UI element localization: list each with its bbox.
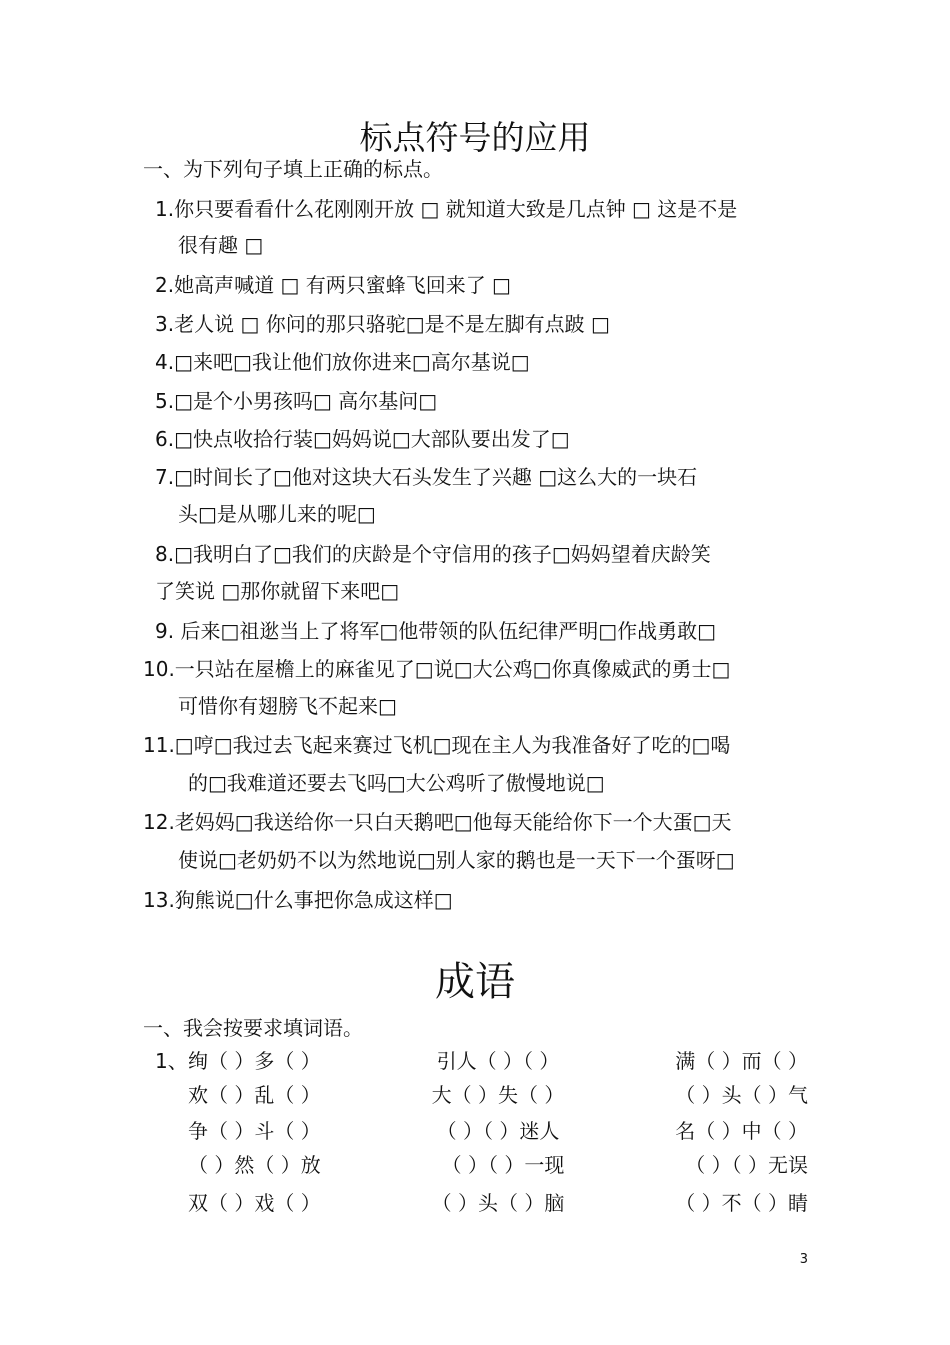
question-line: 3.老人说 □ 你问的那只骆驼□是不是左脚有点跛 □ xyxy=(155,312,610,336)
idiom-cell: 满（ ）而（ ） xyxy=(675,1049,808,1073)
idiom-cell: 大（ ）失（ ） xyxy=(431,1083,565,1107)
question-line: 7.□时间长了□他对这块大石头发生了兴趣 □这么大的一块石 xyxy=(155,465,698,489)
section-heading: 一、为下列句子填上正确的标点。 xyxy=(143,157,443,181)
question-line: 6.□快点收拾行装□妈妈说□大部队要出发了□ xyxy=(155,427,570,451)
idiom-cell: 引人（ ）（ ） xyxy=(436,1049,560,1073)
question-line: 9. 后来□祖逖当上了将军□他带领的队伍纪律严明□作战勇敢□ xyxy=(155,619,717,643)
idiom-row xyxy=(188,1081,808,1109)
question-line: 8.□我明白了□我们的庆龄是个守信用的孩子□妈妈望着庆龄笑 xyxy=(155,542,711,566)
section-heading: 一、我会按要求填词语。 xyxy=(143,1016,363,1040)
idiom-row xyxy=(188,1117,808,1145)
idiom-cell: 争（ ）斗（ ） xyxy=(188,1119,321,1143)
idiom-cell: 欢（ ）乱（ ） xyxy=(188,1083,321,1107)
idiom-cell: （ ）头（ ）脑 xyxy=(431,1191,565,1215)
question-line: 11.□哼□我过去飞起来赛过飞机□现在主人为我准备好了吃的□喝 xyxy=(143,733,731,757)
page-number: 3 xyxy=(799,1252,808,1267)
section-title: 成语 xyxy=(435,959,515,1005)
question-line: 使说□老奶奶不以为然地说□别人家的鹅也是一天下一个蛋呀□ xyxy=(178,848,735,872)
idiom-row xyxy=(188,1151,808,1179)
question-line: 头□是从哪儿来的呢□ xyxy=(178,502,376,526)
page-title: 标点符号的应用 xyxy=(359,118,591,157)
question-line: 13.狗熊说□什么事把你急成这样□ xyxy=(143,888,453,912)
question-line: 10.一只站在屋檐上的麻雀见了□说□大公鸡□你真像威武的勇士□ xyxy=(143,657,731,681)
idiom-row xyxy=(188,1189,808,1217)
question-line: 12.老妈妈□我送给你一只白天鹅吧□他每天能给你下一个大蛋□天 xyxy=(143,810,732,834)
idiom-cell: （ ）不（ ）睛 xyxy=(675,1191,808,1215)
question-line: 5.□是个小男孩吗□ 高尔基问□ xyxy=(155,389,438,413)
question-line: 2.她高声喊道 □ 有两只蜜蜂飞回来了 □ xyxy=(155,273,511,297)
idiom-label: 1、 xyxy=(155,1049,188,1073)
idiom-cell: 名（ ）中（ ） xyxy=(675,1119,808,1143)
idiom-cell: 双（ ）戏（ ） xyxy=(188,1191,321,1215)
idiom-cell: 绚（ ）多（ ） xyxy=(188,1049,321,1073)
question-line: 了笑说 □那你就留下来吧□ xyxy=(155,579,400,603)
question-line: 可惜你有翅膀飞不起来□ xyxy=(178,694,397,718)
idiom-cell: （ ）头（ ）气 xyxy=(675,1083,808,1107)
question-line: 的□我难道还要去飞吗□大公鸡听了傲慢地说□ xyxy=(188,771,605,795)
idiom-cell: （ ）（ ）一现 xyxy=(441,1153,565,1177)
idiom-cell: （ ）然（ ）放 xyxy=(188,1153,321,1177)
idiom-cell: （ ）（ ）无误 xyxy=(685,1153,808,1177)
idiom-cell: （ ）（ ）迷人 xyxy=(436,1119,560,1143)
question-line: 很有趣 □ xyxy=(178,233,264,257)
question-line: 1.你只要看看什么花刚刚开放 □ 就知道大致是几点钟 □ 这是不是 xyxy=(155,197,738,221)
question-line: 4.□来吧□我让他们放你进来□高尔基说□ xyxy=(155,350,530,374)
idiom-row xyxy=(188,1047,808,1075)
